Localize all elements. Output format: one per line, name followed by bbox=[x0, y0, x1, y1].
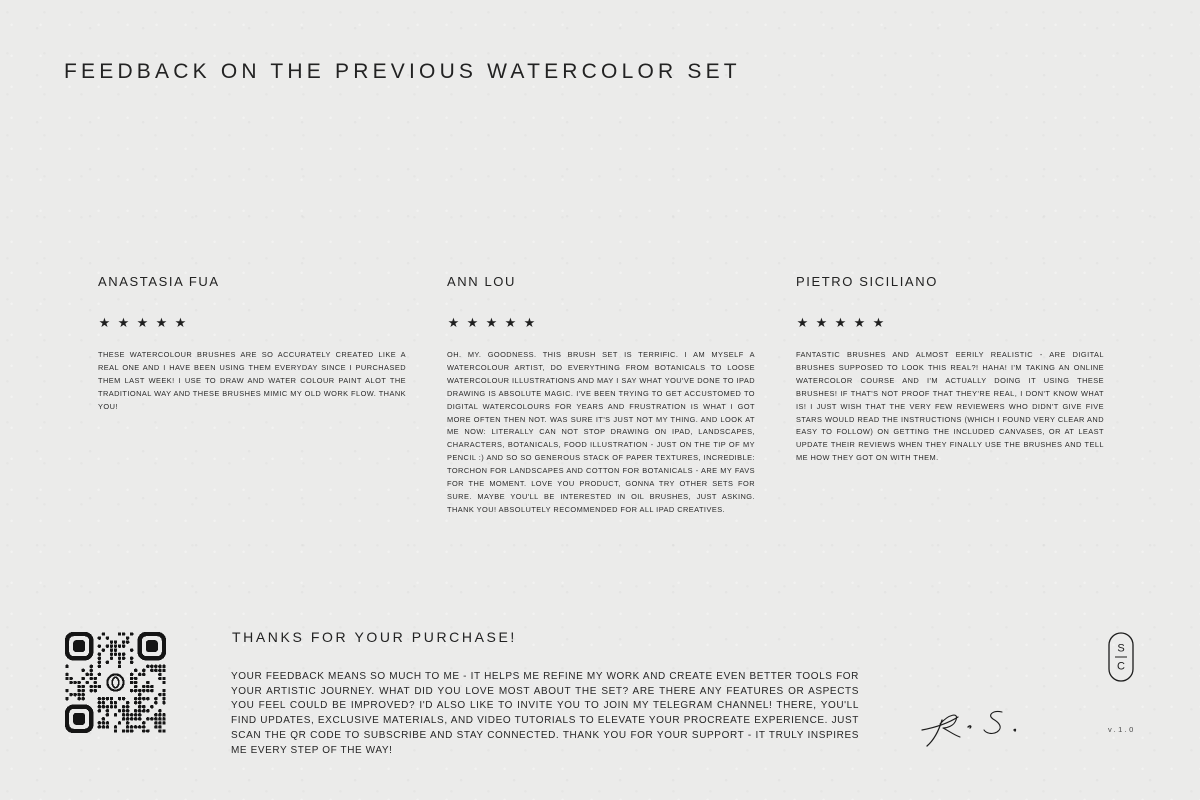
star-rating bbox=[447, 317, 755, 333]
review-card bbox=[98, 274, 406, 414]
star-icon: ★ bbox=[98, 316, 111, 331]
star-icon: ★ bbox=[504, 316, 517, 331]
reviewer-name: PIETRO SICILIANO bbox=[796, 274, 938, 289]
star-icon: ★ bbox=[872, 316, 885, 331]
qr-code-icon[interactable] bbox=[65, 632, 166, 733]
qr-finder-bottom-left bbox=[67, 707, 91, 731]
star-icon: ★ bbox=[155, 316, 168, 331]
star-icon: ★ bbox=[815, 316, 828, 331]
star-icon: ★ bbox=[834, 316, 847, 331]
star-icon: ★ bbox=[136, 316, 149, 331]
page-title: FEEDBACK ON THE PREVIOUS WATERCOLOR SET bbox=[64, 60, 741, 83]
review-text: FANTASTIC BRUSHES AND ALMOST EERILY REALISTIC - ARE DIGITAL BRUSHES SUPPOSED TO LOOK THIS REAL?! HAHA! I'M TAKING AN ONLINE WATERCOLOR COURSE AND I'M ACTUALLY DOING IT USING THESE BRUSHES! IF THAT'S NOT PROOF THAT THEY'RE REAL, I DON'T KNOW WHAT IS! I JUST WISH THAT THE VERY FEW REVIEWERS WHO DIDN'T GIVE FIVE STARS WOULD READ THE INSTRUCTIONS (WHICH I FOUND VERY CLEAR AND EASY TO FOLLOW) ON GETTING THE INCLUDED CANVASES, OR AT LEAST UPDATE THEIR REVIEWS WHEN THEY FINALLY USE THE BRUSHES AND TELL ME HOW THEY GOT ON WITH THEM. bbox=[796, 350, 1104, 463]
star-icon: ★ bbox=[523, 316, 536, 331]
star-rating bbox=[796, 317, 1104, 333]
star-icon: ★ bbox=[174, 316, 187, 331]
version-label: v.1.0 bbox=[1108, 725, 1136, 734]
qr-finder-top-left bbox=[67, 634, 91, 658]
monogram-logo bbox=[1108, 632, 1134, 682]
review-card bbox=[447, 274, 755, 517]
svg-text:S: S bbox=[1117, 642, 1125, 655]
star-icon: ★ bbox=[466, 316, 479, 331]
review-text: THESE WATERCOLOUR BRUSHES ARE SO ACCURATELY CREATED LIKE A REAL ONE AND I HAVE BEEN USING THEM EVERYDAY SINCE I PURCHASED THEM LAST WEEK! I USE TO DRAW AND WATER COLOUR PAINT ALOT THE TRADITIONAL WAY AND THESE BRUSHES MIMIC MY OLD WORK FLOW. THANK YOU! bbox=[98, 350, 406, 411]
review-card bbox=[796, 274, 1104, 465]
review-text: OH. MY. GOODNESS. THIS BRUSH SET IS TERRIFIC. I AM MYSELF A WATERCOLOUR ARTIST, DO EVERYTHING FROM BOTANICALS TO LOOSE WATERCOLOUR ILLUSTRATIONS AND MAY I SAY WHAT YOU'VE DONE TO IPAD DRAWING IS ABSOLUTE MAGIC. I'VE BEEN TRYING TO GET ACCUSTOMED TO DIGITAL WATERCOLOURS FOR YEARS AND FRUSTRATION IS WHAT I GOT MORE OFTEN THEN NOT. WAS SURE IT'S JUST NOT MY THING. AND LOOK AT ME NOW: LITERALLY CAN NOT STOP DRAWING ON IPAD, LANDSCAPES, CHARACTERS, BOTANICALS, FOOD ILLUSTRATION - JUST ON THE TIP OF MY PENCIL :) AND SO SO GENEROUS STACK OF PAPER TEXTURES, INCREDIBLE: TORCHON FOR LANDSCAPES AND COTTON FOR BOTANICALS - ARE MY FAVS FOR THE MOMENT. LOVE YOU PRODUCT, GONNA TRY OTHER SETS FOR SURE. MAYBE YOU'LL BE INTERESTED IN OIL BRUSHES, JUST ASKING. THANK YOU! ABSOLUTELY RECOMMENDED FOR ALL IPAD CREATIVES. bbox=[447, 350, 755, 514]
star-rating bbox=[98, 317, 406, 333]
star-icon: ★ bbox=[796, 316, 809, 331]
star-icon: ★ bbox=[853, 316, 866, 331]
qr-finder-top-right bbox=[140, 634, 164, 658]
reviewer-name: ANN LOU bbox=[447, 274, 516, 289]
star-icon: ★ bbox=[117, 316, 130, 331]
thanks-message: YOUR FEEDBACK MEANS SO MUCH TO ME - IT HELPS ME REFINE MY WORK AND CREATE EVEN BETTER TOOLS FOR YOUR ARTISTIC JOURNEY. WHAT DID YOU LOVE MOST ABOUT THE SET? ARE THERE ANY FEATURES OR ASPECTS YOU FEEL COULD BE IMPROVED? I'D ALSO LIKE TO INVITE YOU TO JOIN MY TELEGRAM CHANNEL! THERE, YOU'LL FIND UPDATES, EXCLUSIVE MATERIALS, AND VIDEO TUTORIALS TO ELEVATE YOUR PROCREATE EXPERIENCE. JUST SCAN THE QR CODE TO SUBSCRIBE AND STAY CONNECTED. THANK YOU FOR YOUR SUPPORT - IT TRULY INSPIRES ME EVERY STEP OF THE WAY! bbox=[231, 671, 859, 756]
signature bbox=[918, 700, 1033, 752]
star-icon: ★ bbox=[485, 316, 498, 331]
reviewer-name: ANASTASIA FUA bbox=[98, 274, 220, 289]
thanks-heading: THANKS FOR YOUR PURCHASE! bbox=[232, 629, 517, 645]
telegram-icon bbox=[105, 672, 125, 692]
star-icon: ★ bbox=[447, 316, 460, 331]
svg-text:C: C bbox=[1117, 660, 1125, 673]
